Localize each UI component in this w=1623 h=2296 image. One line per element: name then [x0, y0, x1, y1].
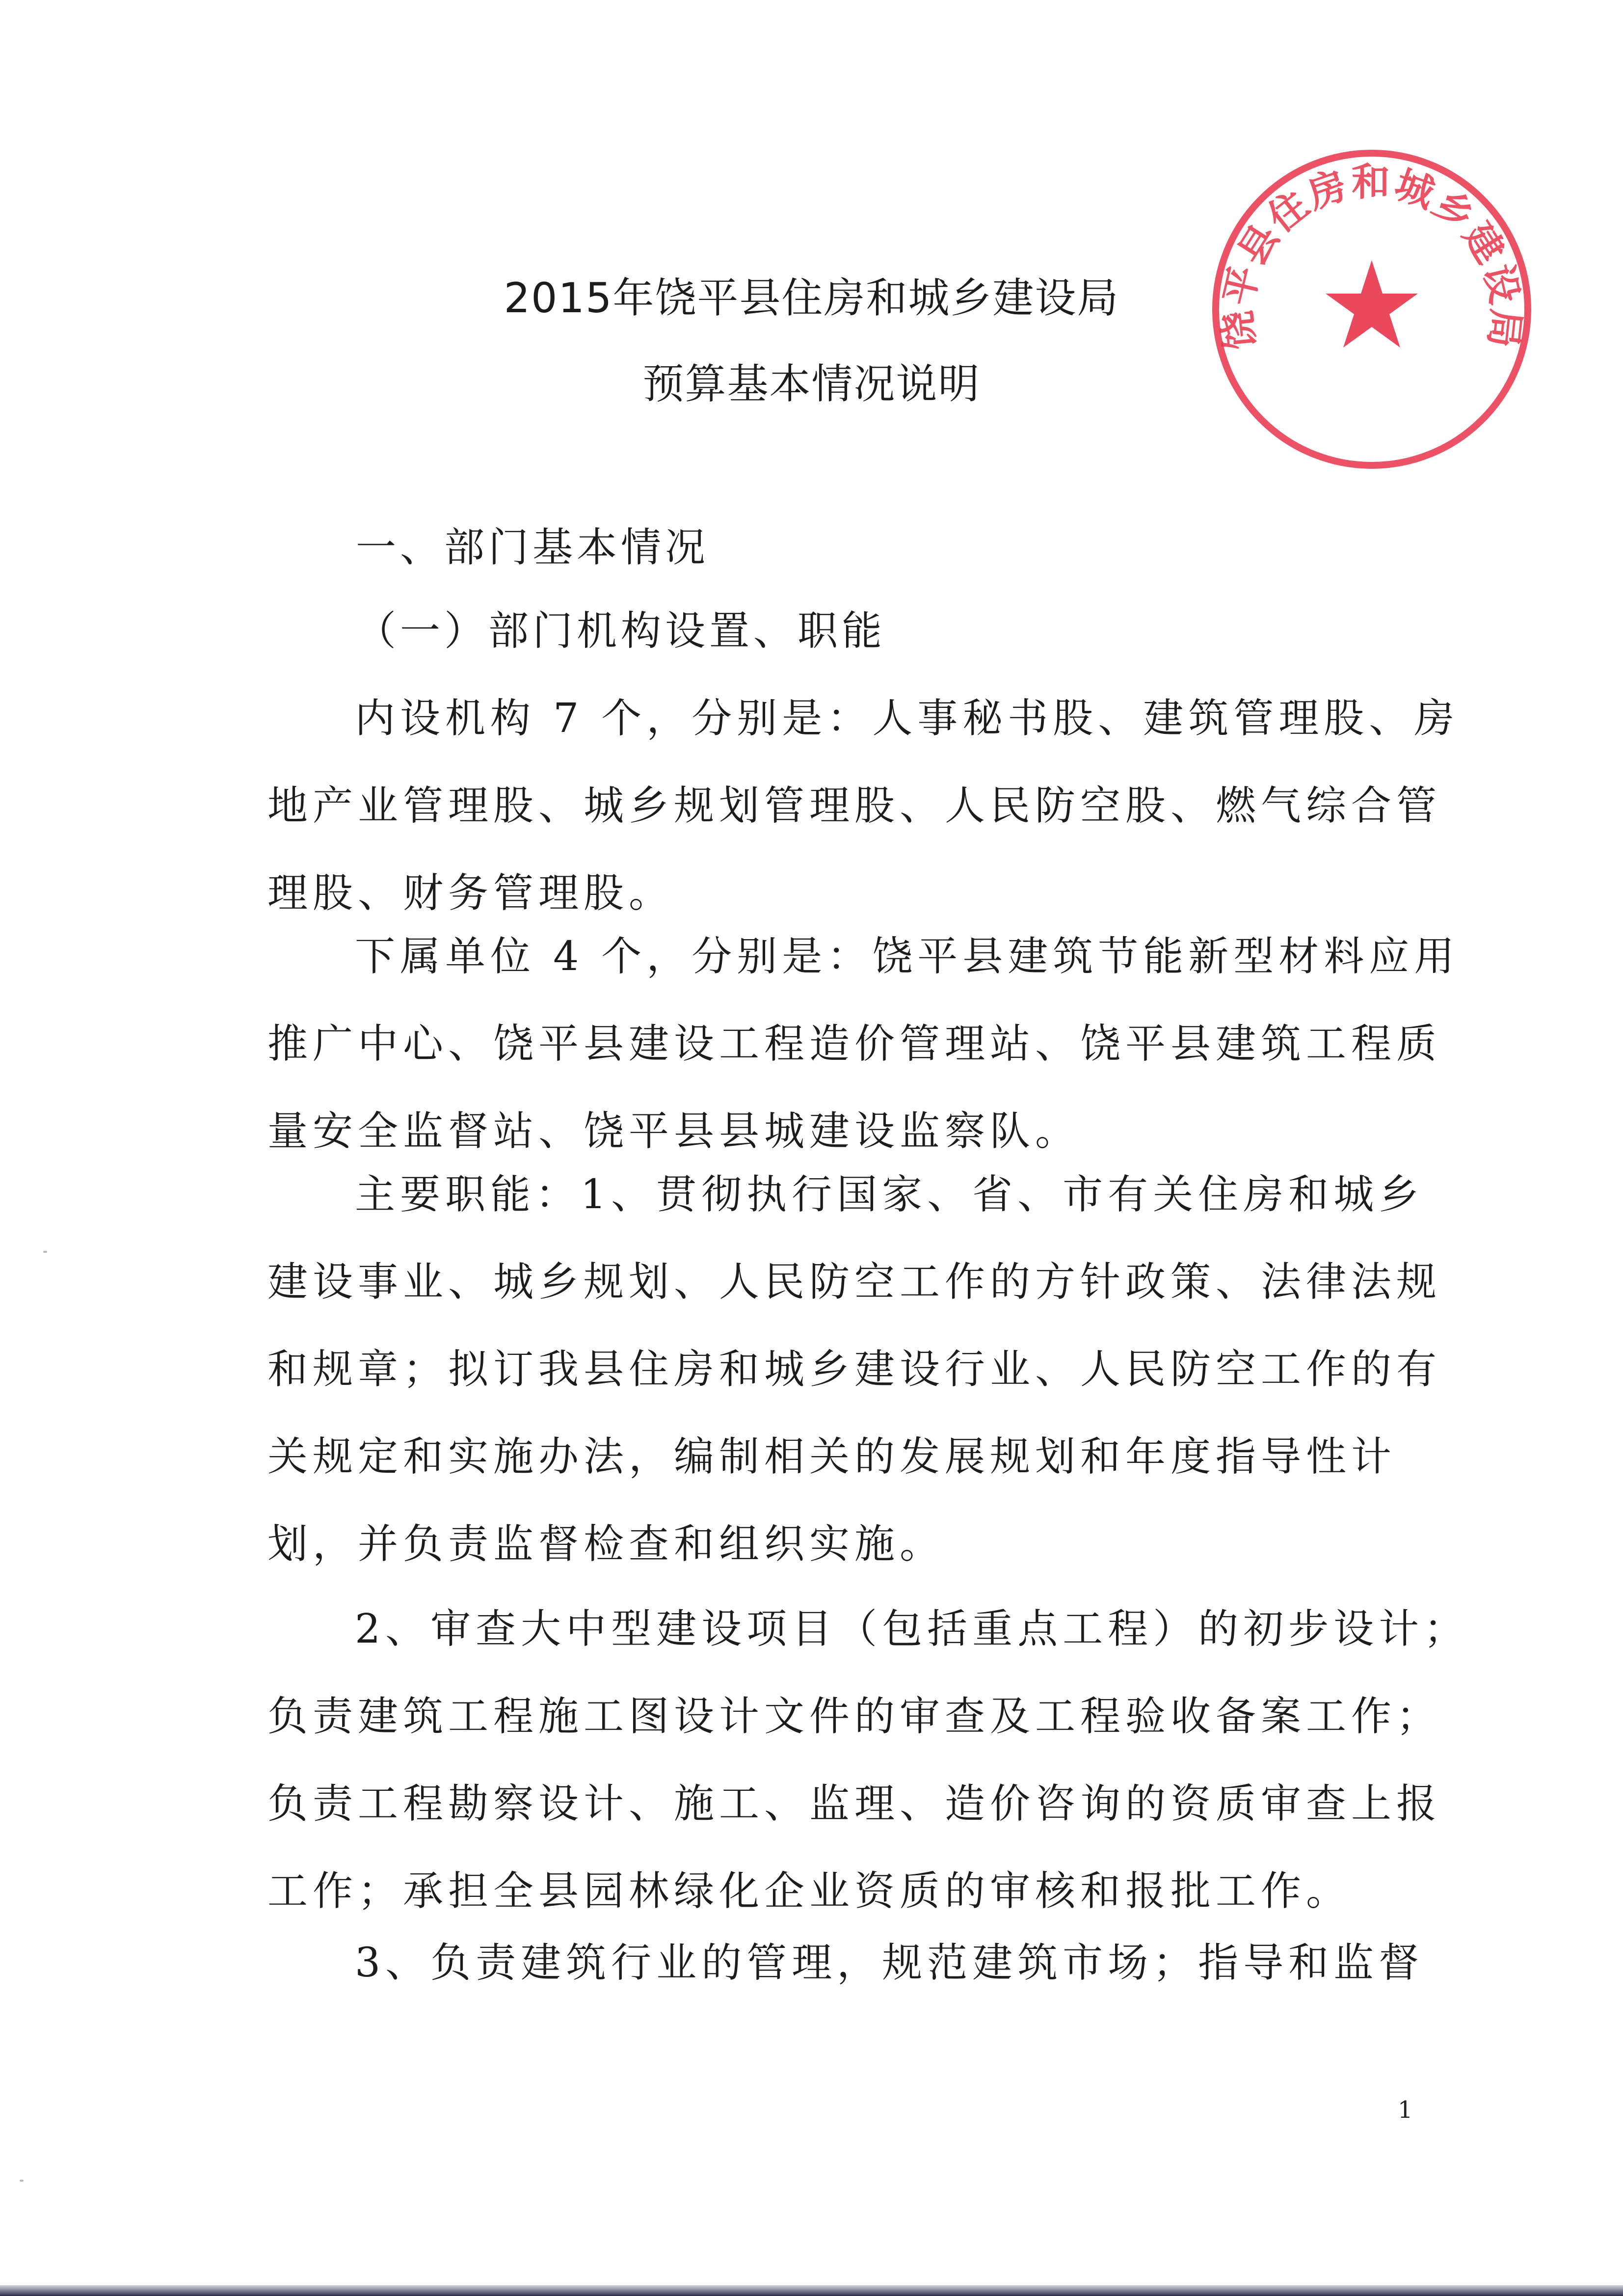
paragraph-line: 推广中心、饶平县建设工程造价管理站、饶平县建筑工程质	[267, 1021, 1442, 1067]
paragraph-line: 理股、财务管理股。	[267, 870, 674, 917]
document-title-line2: 预算基本情况说明	[642, 360, 981, 408]
document-title-line1: 2015年饶平县住房和城乡建设局	[504, 274, 1119, 322]
paragraph-line: 建设事业、城乡规划、人民防空工作的方针政策、法律法规	[267, 1259, 1442, 1305]
scan-speck	[20, 2180, 24, 2182]
paragraph-line: 3、负责建筑行业的管理，规范建筑市场；指导和监督	[355, 1940, 1424, 1986]
paragraph-line: 下属单位 4 个，分别是：饶平县建筑节能新型材料应用	[355, 933, 1460, 980]
paragraph-function-3	[267, 1919, 1424, 2007]
paragraph-line: 地产业管理股、城乡规划管理股、人民防空股、燃气综合管	[267, 783, 1442, 829]
paragraph-line: 负责建筑工程施工图设计文件的审查及工程验收备案工作；	[267, 1693, 1442, 1740]
paragraph-line: 量安全监督站、饶平县县城建设监察队。	[267, 1108, 1081, 1155]
section-heading: 一、部门基本情况	[356, 524, 710, 571]
paragraph-line: 主要职能：1、贯彻执行国家、省、市有关住房和城乡	[355, 1171, 1424, 1218]
paragraph-line: 和规章；拟订我县住房和城乡建设行业、人民防空工作的有	[267, 1346, 1442, 1393]
paragraph-line: 内设机构 7 个，分别是：人事秘书股、建筑管理股、房	[355, 695, 1460, 742]
paragraph-internal-departments	[267, 675, 1460, 937]
subsection-heading: （一）部门机构设置、职能	[356, 608, 886, 654]
paragraph-subordinate-units	[267, 913, 1460, 1175]
paragraph-line: 划，并负责监督检查和组织实施。	[267, 1521, 945, 1567]
page-number: 1	[1398, 2096, 1413, 2124]
paragraph-line: 关规定和实施办法，编制相关的发展规划和年度指导性计	[267, 1433, 1397, 1480]
paragraph-main-functions	[267, 1151, 1442, 1588]
scan-speck	[43, 1251, 47, 1253]
paragraph-line: 工作；承担全县园林绿化企业资质的审核和报批工作。	[267, 1868, 1352, 1915]
paragraph-function-2	[267, 1586, 1469, 1935]
seal-text: 饶平县住房和城乡建设局	[1215, 160, 1528, 352]
scan-bottom-edge	[0, 2285, 1623, 2296]
paragraph-line: 负责工程勘察设计、施工、监理、造价咨询的资质审查上报	[267, 1781, 1442, 1827]
paragraph-line: 2、审查大中型建设项目（包括重点工程）的初步设计；	[355, 1606, 1469, 1652]
